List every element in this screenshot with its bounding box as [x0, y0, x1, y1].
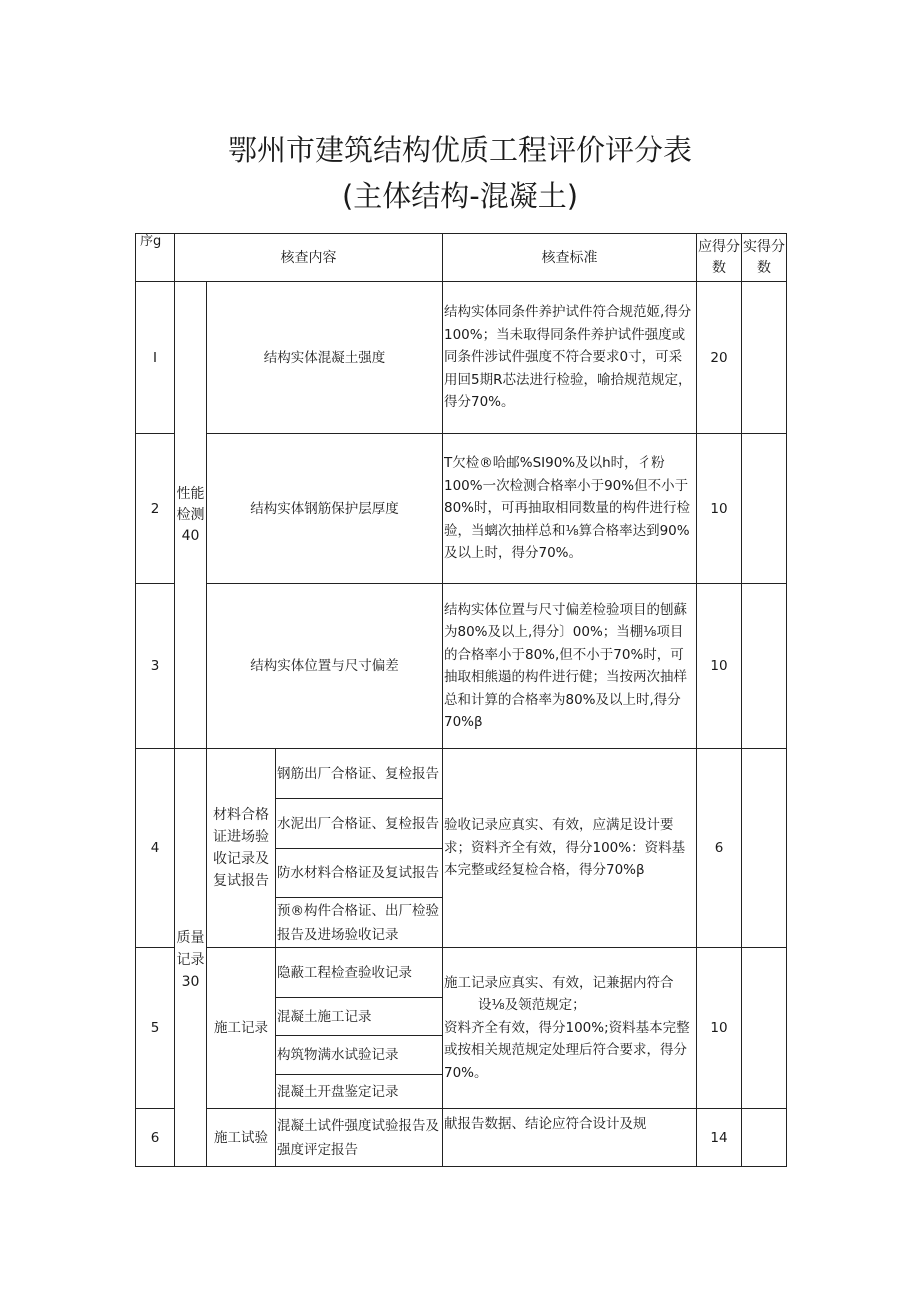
header-seq: 序g: [136, 234, 175, 282]
row-number: 2: [136, 434, 175, 584]
row-actual-score[interactable]: [742, 434, 787, 584]
row-due-score: 10: [697, 434, 742, 584]
sub-item: 混凝土试件强度试验报告及强度评定报告: [276, 1109, 443, 1167]
row-standard: 结构实体同条件养护试件符合规范姬,得分100%；当未取得同条件养护试件强度或同条件涉试件强度不符合要求0寸，可采用回5期R芯法进行检验，喻拾规范规定，得分70%。: [443, 282, 697, 434]
row-due-score: 10: [697, 584, 742, 749]
sub-item: 混凝土施工记录: [276, 998, 443, 1036]
row-item: 结构实体混凝土强度: [207, 282, 443, 434]
sub-item: 钢筋出厂合格证、复检报告: [276, 749, 443, 799]
row-item: 结构实体钢筋保护层厚度: [207, 434, 443, 584]
row-actual-score[interactable]: [742, 948, 787, 1109]
sub-item: 预®构件合格证、出厂检验报告及进场验收记录: [276, 898, 443, 948]
row-standard: 结构实体位置与尺寸偏差检验项目的刨蘇为80%及以上,得分〕00%；当棚⅛项目的合格率小于80%,但不小于70%时，可抽取相熊遢的构件进行健；当按两次抽样总和计算的合格率为80%及以上时,得分70%β: [443, 584, 697, 749]
row-actual-score[interactable]: [742, 1109, 787, 1167]
category-performance: 性能检测40: [175, 282, 207, 749]
score-table: [135, 233, 787, 1167]
row-due-score: 20: [697, 282, 742, 434]
sub-item: 水泥出厂合格证、复检报告: [276, 799, 443, 849]
row-actual-score[interactable]: [742, 282, 787, 434]
row-actual-score[interactable]: [742, 749, 787, 948]
sub-item: 混凝土开盘鉴定记录: [276, 1075, 443, 1109]
table-row: [136, 1109, 787, 1167]
row-item: 结构实体位置与尺寸偏差: [207, 584, 443, 749]
row-standard: 验收记录应真实、有效，应满足设计要求；资料齐全有效，得分100%：资料基本完整或经复检合格，得分70%β: [443, 749, 697, 948]
header-due-score: 应得分数: [697, 234, 742, 282]
table-row: [136, 282, 787, 434]
row-item: 施工试验: [207, 1109, 276, 1167]
row-number: I: [136, 282, 175, 434]
row-standard: T欠检®哈邮%SI90%及以h时，彳粉100%一次检测合格率小于90%但不小于80%时，可再抽取相同数量的构件进行检验，当螭次抽样总和⅛算合格率达到90%及以上时，得分70%。: [443, 434, 697, 584]
row-actual-score[interactable]: [742, 584, 787, 749]
page-title: 鄂州市建筑结构优质工程评价评分表: [227, 133, 692, 167]
row-number: 4: [136, 749, 175, 948]
row-due-score: 14: [697, 1109, 742, 1167]
row-item: 施工记录: [207, 948, 276, 1109]
header-content: 核查内容: [175, 234, 443, 282]
row-item: 材料合格证进场验收记录及复试报告: [207, 749, 276, 948]
standard-line: 设⅛及领范规定；: [478, 997, 586, 1014]
row-standard: 献报告数据、结论应符合设计及规: [443, 1109, 697, 1167]
sub-item: 隐蔽工程检查验收记录: [276, 948, 443, 998]
row-number: 6: [136, 1109, 175, 1167]
header-standard: 核查标准: [443, 234, 697, 282]
row-number: 5: [136, 948, 175, 1109]
sub-item: 防水材料合格证及复试报告: [276, 849, 443, 898]
header-actual-score: 实得分数: [742, 234, 787, 282]
row-number: 3: [136, 584, 175, 749]
sub-item: 构筑物满水试验记录: [276, 1036, 443, 1075]
page-subtitle: (主体结构-混凝土): [341, 179, 579, 213]
table-row: [136, 584, 787, 749]
table-row: [136, 434, 787, 584]
category-quality: 质量记录30: [175, 749, 207, 1167]
standard-line: 资料齐全有效，得分100%;资料基本完整或按相关规范规定处理后符合要求，得分70%。: [444, 1019, 690, 1081]
row-standard: [443, 948, 697, 1109]
table-row: [136, 749, 787, 799]
table-header-row: [136, 234, 787, 282]
row-due-score: 6: [697, 749, 742, 948]
standard-line: 施工记录应真实、有效，记兼据内符合: [444, 974, 674, 991]
row-due-score: 10: [697, 948, 742, 1109]
table-row: [136, 948, 787, 998]
